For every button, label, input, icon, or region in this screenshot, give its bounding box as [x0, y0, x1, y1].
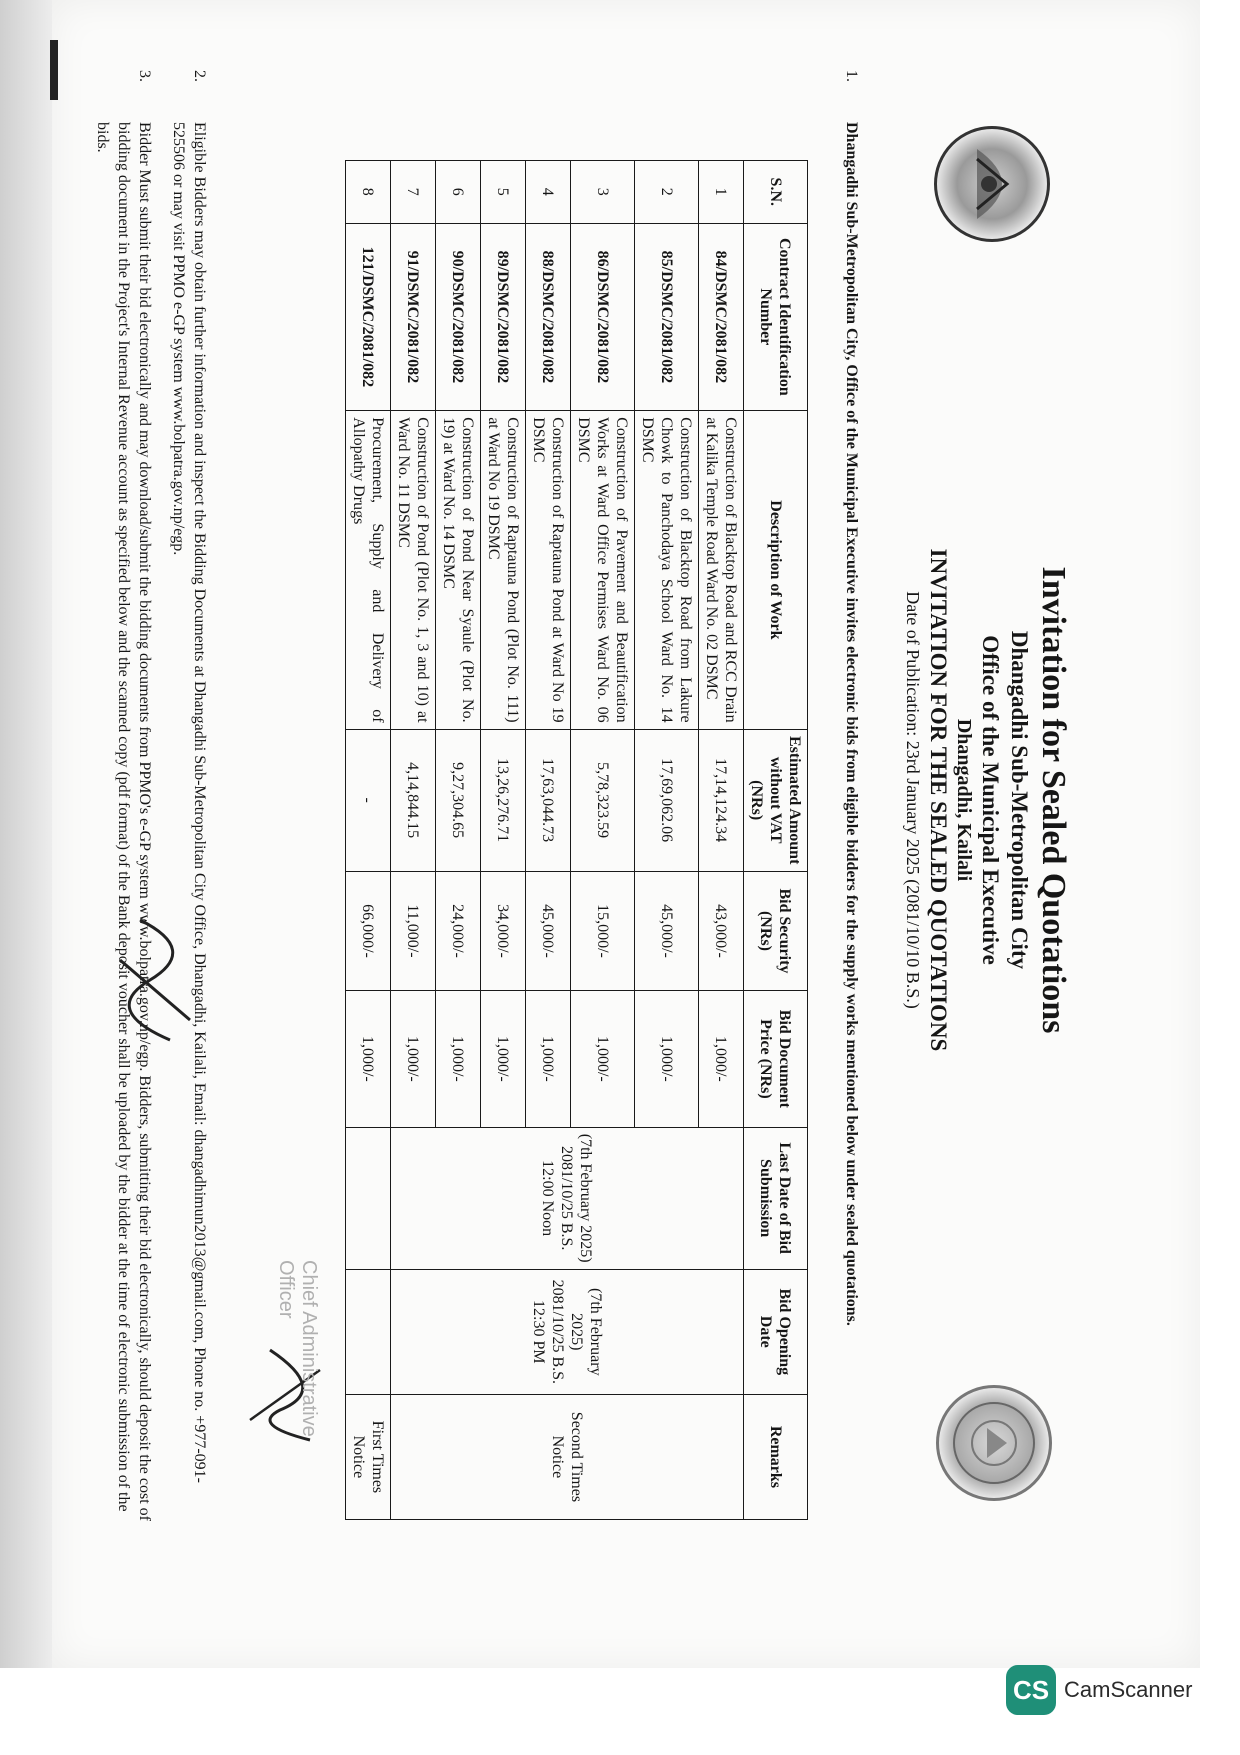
cell-estimated-amount: 5,78,323.59 — [571, 729, 635, 871]
paragraph-text: Eligible Bidders may obtain further information and inspect the Bidding Documents at Dhangadhi Sub-Metropolitan City Office, Dhangadhi, Kailali, Email: dhangadhimun2013@gmail.com, Phone no. +977-091-525506 or may visit PPMO e-GP system www.bolpatra.gov.np/egp. — [170, 122, 208, 1483]
rotated-notice — [40, 40, 1090, 1560]
cell-description: Construction of Blacktop Road and RCC Drain at Kalika Temple Road Ward No. 02 DSMC — [699, 411, 744, 729]
cell-bid-security: 34,000/- — [481, 871, 526, 990]
cell-estimated-amount: 4,14,844.15 — [391, 729, 436, 871]
cell-opening-date-empty — [346, 1269, 391, 1394]
cell-sn: 6 — [436, 161, 481, 224]
cell-sn: 1 — [699, 161, 744, 224]
camscanner-watermark — [1006, 1662, 1226, 1718]
header-remarks: Remarks — [744, 1394, 808, 1519]
header-contract-id: Contract Identification Number — [744, 223, 808, 411]
paragraph-2 — [168, 70, 210, 1522]
cell-contract-id: 90/DSMC/2081/082 — [436, 223, 481, 411]
cell-document-price: 1,000/- — [346, 991, 391, 1127]
org-name: Dhangadhi Sub-Metropolitan City — [1007, 630, 1032, 970]
paragraph-text: Dhangadhi Sub-Metropolitan City, Office of the Municipal Executive invites electronic bids from eligible bidders for the supply works mentioned below under sealed quotations. — [843, 122, 860, 1326]
table-row — [699, 161, 744, 1520]
cell-document-price: 1,000/- — [635, 991, 699, 1127]
cell-description: Construction of Raptauna Pond at Ward No 19 DSMC — [526, 411, 571, 729]
cell-bid-security: 24,000/- — [436, 871, 481, 990]
camscanner-logo-icon: CS — [1006, 1665, 1056, 1715]
cell-sn: 2 — [635, 161, 699, 224]
table-row — [346, 161, 391, 1520]
cell-document-price: 1,000/- — [391, 991, 436, 1127]
cell-bid-security: 43,000/- — [699, 871, 744, 990]
paragraph-number: 2. — [191, 70, 208, 82]
header-sn: S.N. — [744, 161, 808, 224]
header-opening-date: Bid Opening Date — [744, 1269, 808, 1394]
officer-title: Chief Administrative Officer — [275, 1260, 320, 1437]
cell-estimated-amount: 17,69,062.06 — [635, 729, 699, 871]
cell-description: Construction of Raptauna Pond (Plot No. 111) at Ward No 19 DSMC — [481, 411, 526, 729]
cell-document-price: 1,000/- — [526, 991, 571, 1127]
cell-contract-id: 84/DSMC/2081/082 — [699, 223, 744, 411]
cell-contract-id: 121/DSMC/2081/082 — [346, 223, 391, 411]
cell-sn: 7 — [391, 161, 436, 224]
cell-opening-date: (7th February 2025) 2081/10/25 B.S. 12:30 PM — [391, 1269, 744, 1394]
header-last-date: Last Date of Bid Submission — [744, 1127, 808, 1269]
cell-contract-id: 91/DSMC/2081/082 — [391, 223, 436, 411]
office-address: Dhangadhi, Kailali — [953, 718, 975, 882]
notice-title: Invitation for Sealed Quotations — [1035, 566, 1072, 1034]
notice-header — [902, 40, 1090, 1560]
cell-sn: 5 — [481, 161, 526, 224]
camscanner-label: CamScanner — [1064, 1677, 1193, 1702]
cell-last-date-empty — [346, 1127, 391, 1269]
paragraph-1 — [841, 70, 862, 1522]
cell-estimated-amount: 17,63,044.73 — [526, 729, 571, 871]
cell-remarks-second: Second Times Notice — [391, 1394, 744, 1519]
paragraph-text: Bidder Must submit their bid electronically and may download/submit the bidding documents from PPMO's e-GP system www.bolpatra.gov.np/egp. Bidders, submitting their bid electronically, should deposit the cost of bidding document in the Project's Internal Revenue account as specified below and the scanned copy (pdf format) of the Bank deposit voucher shall be uploaded by the bidder at the time of electronic submission of the bids. — [94, 122, 153, 1521]
cell-estimated-amount: 9,27,304.65 — [436, 729, 481, 871]
paragraph-3 — [92, 70, 155, 1522]
cell-last-date: (7th February 2025) 2081/10/25 B.S. 12:00 Noon — [391, 1127, 744, 1269]
paragraph-number: 1. — [843, 70, 860, 82]
quotation-table — [345, 160, 808, 1520]
cell-estimated-amount: - — [346, 729, 391, 871]
cell-document-price: 1,000/- — [436, 991, 481, 1127]
notice-subtitle: INVITATION FOR THE SEALED QUOTATIONS — [926, 548, 951, 1052]
cell-bid-security: 15,000/- — [571, 871, 635, 990]
cell-bid-security: 11,000/- — [391, 871, 436, 990]
signature-mark-icon — [85, 910, 210, 1050]
cell-sn: 4 — [526, 161, 571, 224]
cell-contract-id: 88/DSMC/2081/082 — [526, 223, 571, 411]
header-description: Description of Work — [744, 411, 808, 729]
cell-remarks-first: First Times Notice — [346, 1394, 391, 1519]
cell-document-price: 1,000/- — [571, 991, 635, 1127]
header-estimated-amount: Estimated Amount without VAT (NRs) — [744, 729, 808, 871]
paragraph-number: 3. — [136, 70, 153, 82]
cell-contract-id: 86/DSMC/2081/082 — [571, 223, 635, 411]
office-name: Office of the Municipal Executive — [978, 635, 1003, 965]
cell-document-price: 1,000/- — [481, 991, 526, 1127]
cell-bid-security: 45,000/- — [635, 871, 699, 990]
cell-contract-id: 85/DSMC/2081/082 — [635, 223, 699, 411]
cell-estimated-amount: 17,14,124.34 — [699, 729, 744, 871]
cell-bid-security: 66,000/- — [346, 871, 391, 990]
cell-document-price: 1,000/- — [699, 991, 744, 1127]
cell-description: Construction of Pond Near Syaule (Plot No. 19) at Ward No. 14 DSMC — [436, 411, 481, 729]
cell-contract-id: 89/DSMC/2081/082 — [481, 223, 526, 411]
cell-sn: 8 — [346, 161, 391, 224]
table-header-row — [744, 161, 808, 1520]
cell-bid-security: 45,000/- — [526, 871, 571, 990]
cell-description: Construction of Pond (Plot No. 1, 3 and 10) at Ward No. 11 DSMC — [391, 411, 436, 729]
header-document-price: Bid Document Price (NRs) — [744, 991, 808, 1127]
cell-description: Construction of Pavement and Beautification Works at Ward Office Permises Ward No. 06 DSMC — [571, 411, 635, 729]
cell-sn: 3 — [571, 161, 635, 224]
header-bid-security: Bid Security (NRs) — [744, 871, 808, 990]
publication-date: Date of Publication: 23rd January 2025 (2081/10/10 B.S.) — [903, 591, 923, 1009]
cell-description: Construction of Blacktop Road from Lakure Chowk to Panchodaya School Ward No. 14 DSMC — [635, 411, 699, 729]
cell-description: Procurement, Supply and Delivery of Allopathy Drugs — [346, 411, 391, 729]
cell-estimated-amount: 13,26,276.71 — [481, 729, 526, 871]
